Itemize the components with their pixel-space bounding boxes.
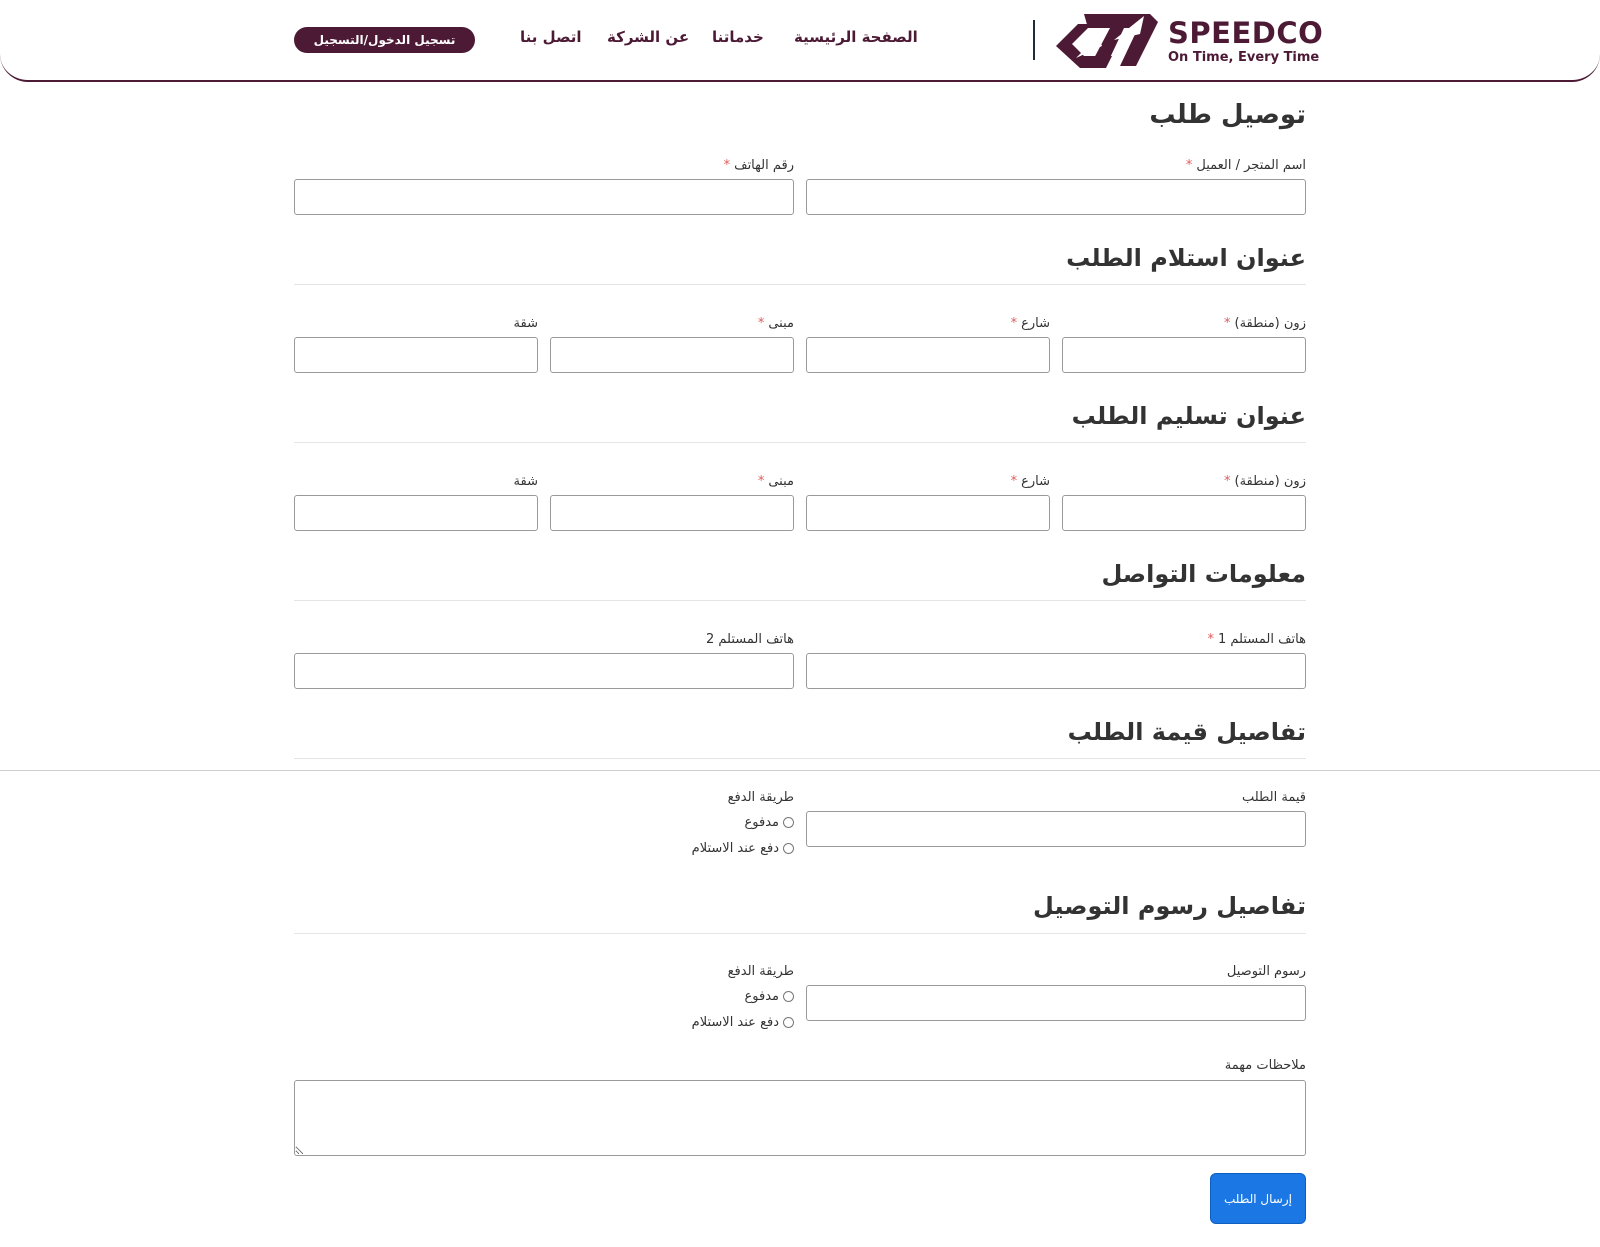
login-register-button[interactable]: تسجيل الدخول/التسجيل (294, 27, 475, 53)
order-value-label: قيمة الطلب (1241, 790, 1306, 805)
delivery-fees-input[interactable] (806, 985, 1306, 1021)
fees-payment-method-label: طريقة الدفع (727, 964, 794, 979)
pickup-section-title: عنوان استلام الطلب (1066, 244, 1306, 272)
brand-tagline: On Time, Every Time (1168, 50, 1320, 65)
pickup-zone-input[interactable] (1062, 337, 1306, 373)
pickup-building-label: مبنى* (757, 316, 794, 331)
delivery-zone-input[interactable] (1062, 495, 1306, 531)
delivery-fees-label: رسوم التوصيل (1226, 964, 1306, 979)
order-payment-method-label: طريقة الدفع (727, 790, 794, 805)
page-title: توصيل طلب (1149, 100, 1306, 130)
divider (294, 933, 1306, 934)
delivery-fees-section-title: تفاصيل رسوم التوصيل (1033, 892, 1306, 920)
phone-label: رقم الهاتف* (723, 158, 794, 173)
brand-name: SPEEDCO (1168, 16, 1324, 50)
pickup-apartment-input[interactable] (294, 337, 538, 373)
delivery-apartment-input[interactable] (294, 495, 538, 531)
divider (294, 758, 1306, 759)
recipient-phone1-input[interactable] (806, 653, 1306, 689)
divider (294, 442, 1306, 443)
divider (294, 284, 1306, 285)
delivery-building-input[interactable] (550, 495, 794, 531)
submit-order-button[interactable]: إرسال الطلب (1210, 1173, 1306, 1224)
contact-section-title: معلومات التواصل (1101, 560, 1306, 588)
radio-button[interactable] (783, 843, 794, 854)
header-divider (1033, 20, 1035, 60)
recipient-phone2-input[interactable] (294, 653, 794, 689)
speedco-logo[interactable] (1054, 10, 1324, 70)
pickup-zone-label: زون (منطقة)* (1224, 316, 1306, 331)
store-name-label: اسم المتجر / العميل* (1185, 158, 1306, 173)
delivery-zone-label: زون (منطقة)* (1224, 474, 1306, 489)
page-divider (0, 770, 1600, 771)
notes-textarea[interactable] (294, 1080, 1306, 1156)
delivery-apartment-label: شقة (513, 474, 538, 489)
notes-label: ملاحظات مهمة (1224, 1058, 1306, 1073)
nav-home[interactable]: الصفحة الرئيسية (794, 28, 918, 46)
phone-input[interactable] (294, 179, 794, 215)
logo-arrows-icon (1054, 10, 1162, 70)
pickup-building-input[interactable] (550, 337, 794, 373)
store-name-input[interactable] (806, 179, 1306, 215)
divider (294, 600, 1306, 601)
delivery-section-title: عنوان تسليم الطلب (1071, 402, 1306, 430)
recipient-phone1-label: هاتف المستلم 1* (1207, 632, 1306, 647)
nav-about[interactable]: عن الشركة (607, 28, 690, 46)
radio-button[interactable] (783, 817, 794, 828)
pickup-apartment-label: شقة (513, 316, 538, 331)
radio-button[interactable] (783, 1017, 794, 1028)
nav-contact[interactable]: اتصل بنا (520, 28, 582, 46)
pickup-street-input[interactable] (806, 337, 1050, 373)
delivery-street-input[interactable] (806, 495, 1050, 531)
order-payment-cod-option[interactable]: دفع عند الاستلام (692, 841, 794, 856)
recipient-phone2-label: هاتف المستلم 2 (705, 632, 794, 647)
order-payment-paid-option[interactable]: مدفوع (745, 815, 794, 830)
site-header (0, 0, 1600, 82)
fees-payment-paid-option[interactable]: مدفوع (745, 989, 794, 1004)
delivery-street-label: شارع* (1010, 474, 1050, 489)
nav-services[interactable]: خدماتنا (712, 28, 764, 46)
radio-button[interactable] (783, 991, 794, 1002)
order-value-input[interactable] (806, 811, 1306, 847)
order-value-section-title: تفاصيل قيمة الطلب (1067, 718, 1306, 746)
delivery-building-label: مبنى* (757, 474, 794, 489)
fees-payment-cod-option[interactable]: دفع عند الاستلام (692, 1015, 794, 1030)
pickup-street-label: شارع* (1010, 316, 1050, 331)
